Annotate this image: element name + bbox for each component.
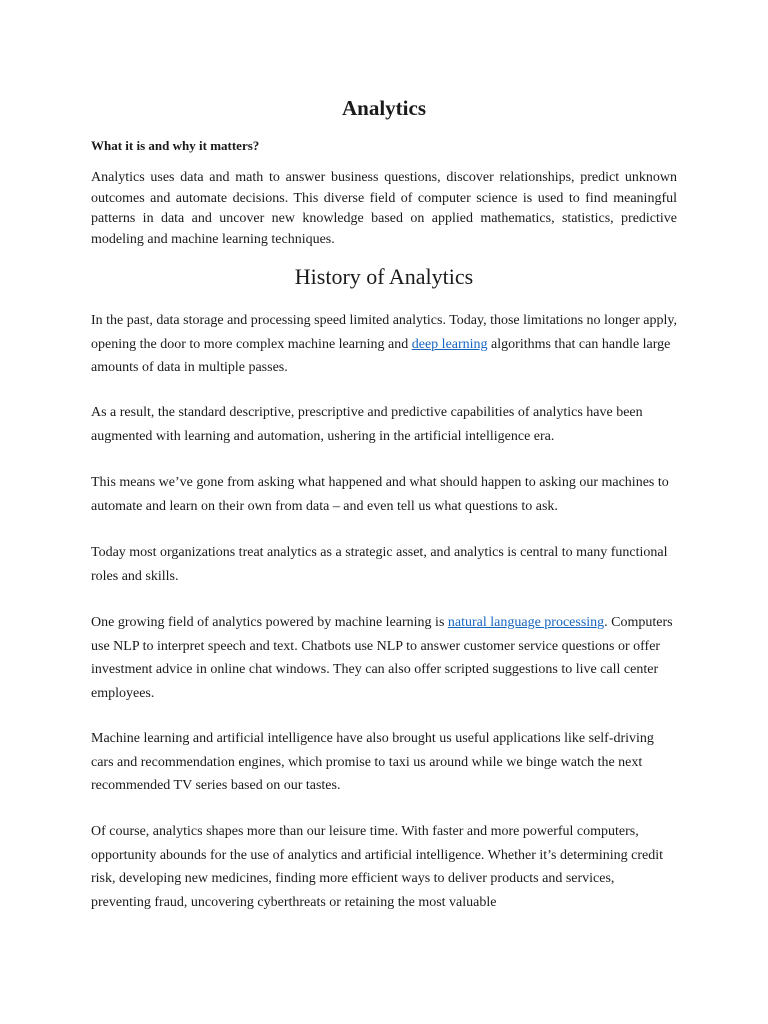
- paragraph-asking: This means we’ve gone from asking what happened and what should happen to asking our machines to automate and learn on their own from data – and even tell us what questions to ask.: [91, 475, 669, 514]
- paragraph-text: In the past, data storage and processing speed limited analytics. Today, those limitations no longer apply, opening the door to more complex machine learning and: [91, 313, 677, 352]
- paragraph-applications: Machine learning and artificial intelligence have also brought us useful applications like self-driving cars and recommendation engines, which promise to taxi us around while we binge watch the next recommended TV series based on our tastes.: [91, 731, 654, 793]
- natural-language-processing-link[interactable]: natural language processing: [447, 615, 605, 630]
- intro-paragraph: Analytics uses data and math to answer business questions, discover relationships, predict unknown outcomes and automate decisions. This diverse field of computer science is used to find meaningful patterns in data and uncover new knowledge based on applied mathematics, statistics, predictive modeling and machine learning techniques.: [91, 170, 677, 247]
- paragraph-nlp: [91, 611, 677, 705]
- history-heading: History of Analytics: [294, 264, 474, 289]
- paragraph-text: . Computers use NLP to interpret speech and text. Chatbots use NLP to answer customer service questions or offer investment advice in online chat windows. They can also offer scripted suggestions to live call center employees.: [91, 615, 673, 701]
- document-title: Analytics: [342, 96, 426, 120]
- paragraph-text: algorithms that can handle large amounts of data in multiple passes.: [91, 336, 671, 375]
- paragraph-past-limitations: [91, 309, 677, 380]
- subtitle: What it is and why it matters?: [91, 138, 260, 153]
- deep-learning-link[interactable]: deep learning: [411, 336, 488, 352]
- paragraph-strategic-asset: Today most organizations treat analytics as a strategic asset, and analytics is central to many functional roles and skills.: [91, 545, 668, 584]
- paragraph-augmented: As a result, the standard descriptive, prescriptive and predictive capabilities of analytics have been augmented with learning and automation, ushering in the artificial intelligence era.: [91, 405, 643, 444]
- paragraph-leisure-time: Of course, analytics shapes more than our leisure time. With faster and more powerful computers, opportunity abounds for the use of analytics and artificial intelligence. Whether it’s determining credit risk, developing new medicines, finding more efficient ways to deliver products and services, preventing fraud, uncovering cyberthreats or retaining the most valuable: [91, 824, 664, 910]
- paragraph-text: One growing field of analytics powered by machine learning is: [91, 615, 448, 630]
